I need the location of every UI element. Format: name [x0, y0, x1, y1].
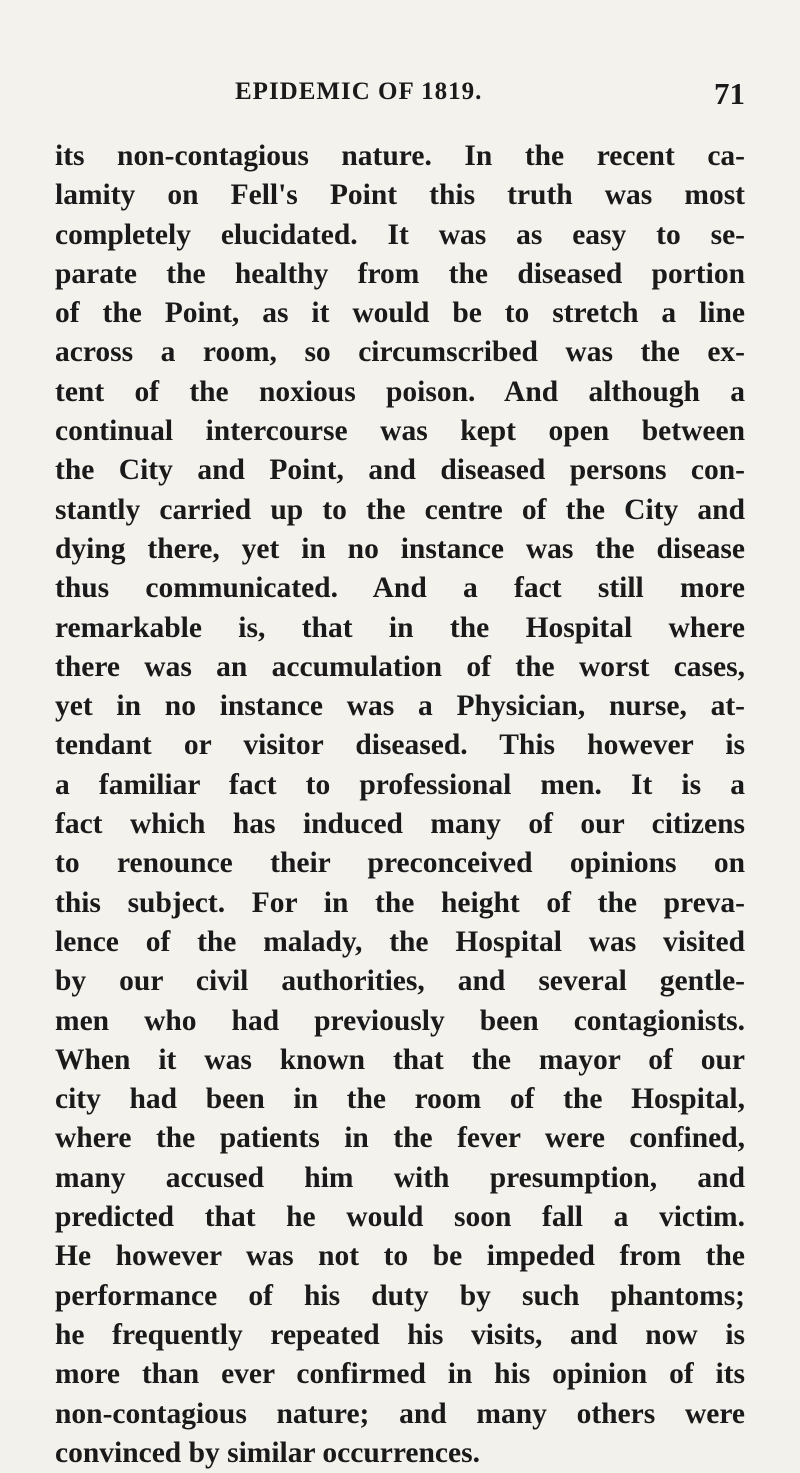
text-line: fact which has induced many of our citizens: [55, 808, 745, 841]
text-line: across a room, so circumscribed was the ex-: [55, 336, 745, 369]
text-line: there was an accumulation of the worst cases,: [55, 650, 745, 683]
text-line: more than ever confirmed in his opinion of its: [55, 1358, 745, 1391]
text-line: performance of his duty by such phantoms;: [55, 1279, 745, 1312]
running-head-title: EPIDEMIC OF 1819.: [235, 78, 483, 105]
text-line: He however was not to be impeded from the: [55, 1240, 745, 1273]
text-line: continual intercourse was kept open between: [55, 415, 745, 448]
text-line: remarkable is, that in the Hospital where: [55, 611, 745, 644]
text-line: When it was known that the mayor of our: [55, 1043, 745, 1076]
text-line: dying there, yet in no instance was the disease: [55, 532, 745, 565]
text-line: he frequently repeated his visits, and now is: [55, 1318, 745, 1351]
text-line: to renounce their preconceived opinions on: [55, 847, 745, 880]
text-line: of the Point, as it would be to stretch a line: [55, 297, 745, 330]
text-line: men who had previously been contagionists.: [55, 1004, 745, 1037]
text-line: this subject. For in the height of the preva-: [55, 886, 745, 919]
text-line: convinced by similar occurrences.: [55, 1436, 480, 1469]
text-line: the City and Point, and diseased persons con-: [55, 454, 745, 487]
text-line: parate the healthy from the diseased portion: [55, 257, 745, 290]
text-line: non-contagious nature; and many others were: [55, 1397, 745, 1430]
text-line: many accused him with presumption, and: [55, 1161, 745, 1194]
text-line: lence of the malady, the Hospital was visited: [55, 925, 745, 958]
text-line: completely elucidated. It was as easy to se-: [55, 218, 745, 251]
text-line: its non-contagious nature. In the recent ca-: [55, 140, 745, 172]
text-line: thus communicated. And a fact still more: [55, 572, 745, 605]
text-line: tent of the noxious poison. And although a: [55, 375, 745, 408]
text-line: predicted that he would soon fall a victim.: [55, 1201, 745, 1234]
running-head: [55, 78, 745, 118]
page-number: 71: [714, 76, 745, 111]
text-line: stantly carried up to the centre of the City and: [55, 493, 745, 526]
text-line: where the patients in the fever were confined,: [55, 1122, 745, 1155]
text-line: tendant or visitor diseased. This however is: [55, 729, 745, 762]
text-line: yet in no instance was a Physician, nurse, at-: [55, 690, 745, 723]
text-line: by our civil authorities, and several gentle-: [55, 965, 745, 998]
text-line: lamity on Fell's Point this truth was most: [55, 179, 745, 212]
text-line: a familiar fact to professional men. It is a: [55, 768, 745, 801]
text-line: city had been in the room of the Hospital,: [55, 1083, 745, 1116]
body-paragraph: [55, 137, 745, 1473]
